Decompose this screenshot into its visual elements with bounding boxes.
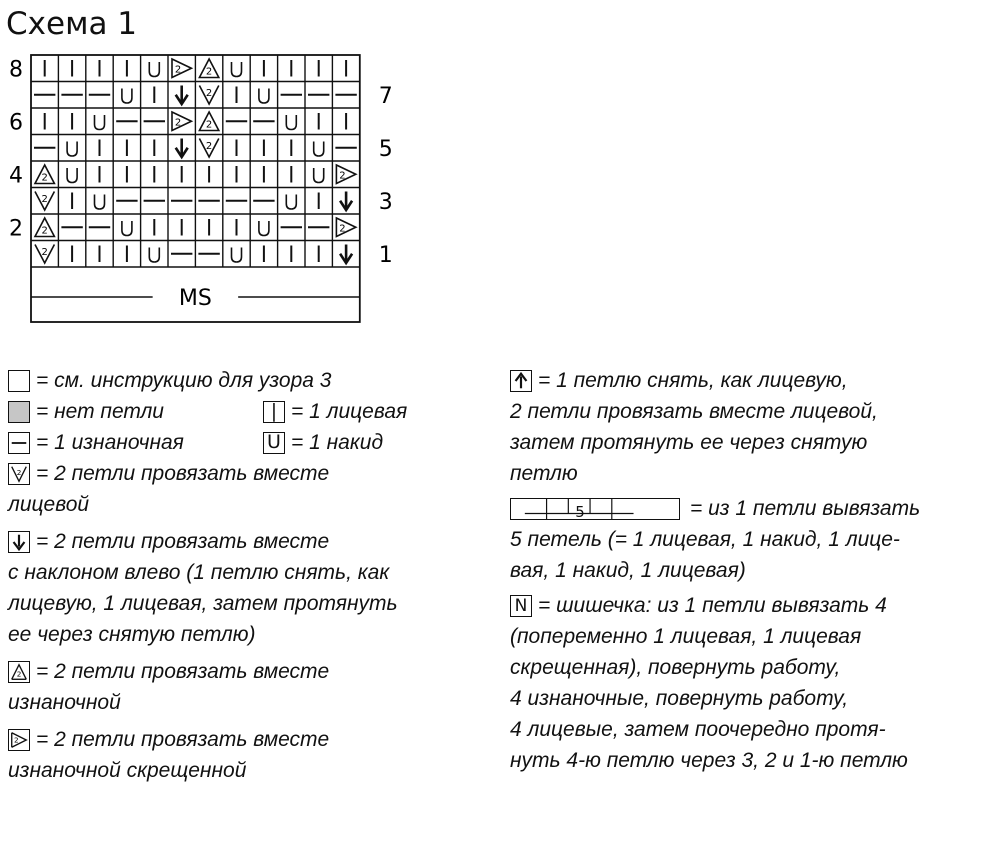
chart-cell-yo (314, 142, 324, 157)
svg-text:2: 2 (16, 669, 22, 679)
chart-cell-yo (149, 248, 159, 263)
ms-label: MS (178, 286, 212, 311)
chart-cell-yo (259, 89, 269, 104)
k2tog-icon (8, 463, 30, 485)
chart-title: Схема 1 (6, 6, 138, 42)
svg-text:2: 2 (205, 66, 213, 78)
legend-no-stitch-knit: = нет петли | = 1 лицевая (8, 396, 478, 427)
empty-box-icon (8, 370, 30, 392)
chart-cell-yo (67, 168, 77, 183)
legend-purl-yo: = 1 изнаночная U = 1 накид (8, 427, 478, 458)
grey-box-icon (8, 401, 30, 423)
chart-cell-yo (286, 115, 296, 130)
chart-cell-yo (232, 62, 242, 77)
chart-cell-yo (122, 89, 132, 104)
p2tog-tbl-icon (8, 729, 30, 751)
svg-text:2: 2 (339, 170, 346, 182)
chart-cell-p2tb (336, 165, 355, 184)
row-number-right: 5 (378, 136, 393, 162)
svg-text:2: 2 (41, 172, 48, 184)
row-number-right: 7 (378, 83, 393, 109)
svg-text:2: 2 (16, 468, 22, 478)
legend-see-instructions: = см. инструкцию для узора 3 (8, 365, 478, 396)
row-number-left: 4 (9, 163, 23, 189)
chart-cell-p2t (199, 59, 218, 78)
row-number-right: 1 (378, 242, 393, 268)
svg-text:2: 2 (41, 246, 48, 258)
svg-text:2: 2 (339, 223, 346, 235)
chart-cell-yo (149, 62, 159, 77)
legend-ssk: = 2 петли провязать вместе с наклоном влево (1 петлю снять, как лицевую, 1 лицевая, затем протянуть ее через снятую петлю) (8, 530, 398, 646)
chart-cell-p2t (35, 218, 54, 237)
chart-cell-ssk (176, 86, 188, 105)
legend-five-from-one: 5 = из 1 петли вывязать 5 петель (= 1 лицевая, 1 накид, 1 лице- вая, 1 накид, 1 лицевая) (510, 497, 921, 582)
chart-cell-p2t (199, 112, 218, 131)
knit-stitch-icon: | (263, 401, 285, 423)
row-number-left: 8 (9, 57, 23, 83)
chart-cell-k2t (35, 192, 54, 211)
chart-cell-yo (95, 115, 105, 130)
legend-bobble: N = шишечка: из 1 петли вывязать 4 (попеременно 1 лицевая, 1 лицевая скрещенная), повернуть работу, 4 изнаночные, повернуть работу, 4 лицевые, затем поочередно протя- нуть 4-ю петлю через 3, 2 и 1-ю петлю (510, 594, 908, 772)
chart-cell-k2t (199, 139, 218, 158)
svg-text:2: 2 (205, 119, 213, 131)
legend-sk2p: = 1 петлю снять, как лицевую, 2 петли провязать вместе лицевой, затем протянуть ее через снятую петлю (510, 369, 878, 485)
svg-text:2: 2 (41, 225, 48, 237)
knitting-chart (0, 45, 480, 360)
svg-text:2: 2 (13, 736, 19, 746)
purl-stitch-icon (8, 432, 30, 454)
chart-cell-yo (259, 221, 269, 236)
sk2p-arrow-up-icon (510, 370, 532, 392)
ssk-arrow-icon (8, 531, 30, 553)
chart-cell-p2tb (172, 112, 191, 131)
svg-text:2: 2 (174, 64, 182, 76)
chart-cell-ssk (340, 245, 352, 264)
chart-cell-yo (122, 221, 132, 236)
chart-cell-p2tb (172, 59, 191, 78)
yarn-over-icon: U (263, 432, 285, 454)
legend-p2tog-tbl: 2 = 2 петли провязать вместе изнаночной скрещенной (8, 728, 330, 782)
row-number-left: 2 (9, 216, 23, 242)
svg-text:2: 2 (174, 117, 182, 129)
chart-cell-p2t (35, 165, 54, 184)
svg-text:2: 2 (205, 140, 213, 152)
svg-text:2: 2 (41, 193, 48, 205)
chart-cell-ssk (340, 192, 352, 211)
p2tog-icon (8, 661, 30, 683)
row-number-left: 6 (9, 110, 23, 136)
chart-cell-ssk (176, 139, 188, 158)
bobble-icon: N (510, 595, 532, 617)
chart-cell-p2tb (336, 218, 355, 237)
svg-text:2: 2 (205, 87, 213, 99)
legend-p2tog: 2 = 2 петли провязать вместе изнаночной (8, 660, 330, 714)
legend-k2tog: 2 = 2 петли провязать вместе лицевой (8, 462, 330, 516)
row-number-right: 3 (378, 189, 393, 215)
chart-cell-yo (95, 195, 105, 210)
five-stitches-box-icon: 5 (510, 498, 680, 520)
legend-right (510, 365, 990, 776)
chart-cell-yo (286, 195, 296, 210)
chart-cell-yo (67, 142, 77, 157)
legend-left (8, 365, 478, 786)
chart-cell-yo (314, 168, 324, 183)
chart-cell-k2t (199, 86, 218, 105)
chart-cell-k2t (35, 245, 54, 264)
chart-cell-yo (232, 248, 242, 263)
